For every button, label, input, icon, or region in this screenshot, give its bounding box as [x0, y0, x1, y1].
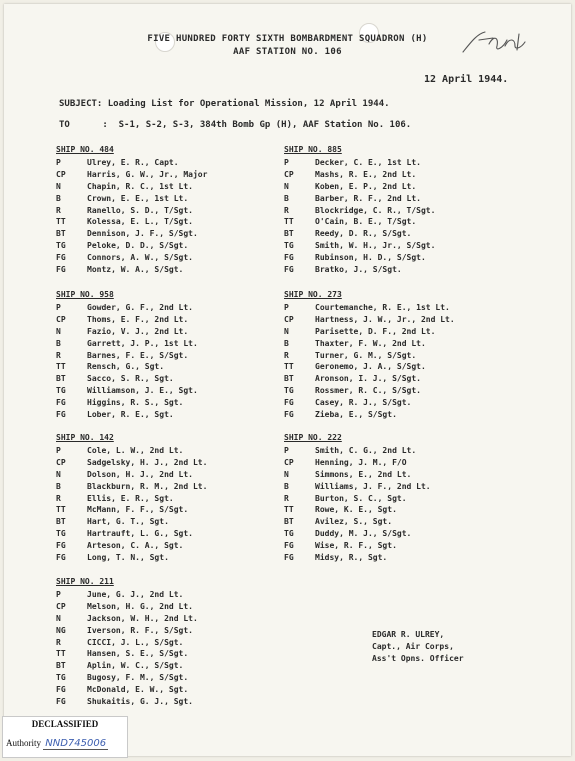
crew-row: [284, 373, 455, 385]
crew-name: Aronson, I. J., S/Sgt.: [315, 374, 421, 384]
crew-position: FG: [56, 253, 66, 263]
crew-position: BT: [284, 517, 294, 527]
crew-position: TT: [56, 217, 66, 227]
crew-row: [56, 216, 207, 228]
ship-block-222: [284, 432, 431, 564]
crew-position: FG: [56, 685, 66, 695]
crew-position: CP: [56, 314, 66, 324]
crew-name: Bratko, J., S/Sgt.: [315, 265, 402, 275]
crew-position: P: [284, 445, 289, 455]
crew-row: [284, 169, 435, 181]
crew-name: Barber, R. F., 2nd Lt.: [315, 193, 421, 203]
crew-position: R: [284, 205, 289, 215]
crew-row: [284, 216, 435, 228]
crew-row: [284, 397, 455, 409]
crew-row: [284, 228, 435, 240]
crew-name: Rossmer, R. C., S/Sgt.: [315, 386, 421, 396]
crew-name: Parisette, D. F., 2nd Lt.: [315, 326, 436, 336]
ship-title: SHIP NO. 484: [56, 145, 114, 154]
crew-position: R: [284, 350, 289, 360]
crew-row: [284, 157, 435, 169]
crew-position: CP: [56, 169, 66, 179]
crew-row: [56, 481, 207, 493]
ship-block-142: [56, 432, 207, 564]
crew-position: FG: [56, 265, 66, 275]
crew-row: [284, 516, 431, 528]
crew-row: [284, 385, 455, 397]
crew-row: [56, 264, 207, 276]
station-heading: AAF STATION NO. 106: [233, 47, 342, 57]
crew-list: [56, 589, 198, 708]
crew-name: Ranello, S. D., T/Sgt.: [87, 205, 193, 215]
crew-row: [284, 361, 455, 373]
crew-name: Thaxter, F. W., 2nd Lt.: [315, 338, 426, 348]
document-page: [4, 4, 571, 756]
crew-position: CP: [284, 314, 294, 324]
crew-position: N: [56, 613, 61, 623]
crew-name: Aplin, W. C., S/Sgt.: [87, 661, 184, 671]
crew-name: Sadgelsky, H. J., 2nd Lt.: [87, 457, 208, 467]
crew-name: Rensch, G., Sgt.: [87, 362, 165, 372]
crew-name: Burton, S. C., Sgt.: [315, 493, 407, 503]
crew-name: Smith, W. H., Jr., S/Sgt.: [315, 241, 436, 251]
crew-name: Duddy, M. J., S/Sgt.: [315, 529, 412, 539]
crew-position: FG: [284, 265, 294, 275]
crew-name: McMann, F. F., S/Sgt.: [87, 505, 189, 515]
crew-position: FG: [56, 697, 66, 707]
crew-name: Koben, E. P., 2nd Lt.: [315, 181, 417, 191]
crew-position: CP: [56, 601, 66, 611]
crew-name: Ellis, E. R., Sgt.: [87, 493, 174, 503]
crew-row: [284, 445, 431, 457]
crew-list: [56, 445, 207, 564]
crew-row: [56, 469, 207, 481]
crew-position: BT: [56, 229, 66, 239]
crew-position: BT: [56, 661, 66, 671]
crew-row: [56, 457, 207, 469]
crew-name: Ulrey, E. R., Capt.: [87, 157, 179, 167]
crew-row: [56, 409, 198, 421]
crew-row: [56, 314, 198, 326]
crew-name: Lober, R. E., Sgt.: [87, 410, 174, 420]
crew-row: [56, 696, 198, 708]
crew-name: Williams, J. F., 2nd Lt.: [315, 481, 431, 491]
crew-name: Long, T. N., Sgt.: [87, 553, 169, 563]
ship-title: SHIP NO. 211: [56, 577, 114, 586]
crew-row: [56, 648, 198, 660]
crew-position: R: [56, 493, 61, 503]
crew-row: [284, 181, 435, 193]
crew-position: B: [284, 481, 289, 491]
crew-name: Simmons, E., 2nd Lt.: [315, 469, 412, 479]
signature-title: Ass't Opns. Officer: [372, 654, 464, 663]
crew-row: [284, 457, 431, 469]
crew-name: Reedy, D. R., S/Sgt.: [315, 229, 412, 239]
subject-line: SUBJECT: Loading List for Operational Mission, 12 April 1944.: [59, 99, 390, 109]
crew-row: [56, 552, 207, 564]
crew-name: Hartrauft, L. G., Sgt.: [87, 529, 193, 539]
crew-name: Courtemanche, R. E., 1st Lt.: [315, 302, 450, 312]
crew-row: [56, 169, 207, 181]
crew-row: [56, 361, 198, 373]
crew-position: N: [284, 181, 289, 191]
crew-position: B: [56, 338, 61, 348]
crew-position: NG: [56, 625, 66, 635]
crew-list: [284, 445, 431, 564]
ship-block-484: [56, 144, 207, 276]
crew-position: TT: [284, 505, 294, 515]
ship-title: SHIP NO. 142: [56, 433, 114, 442]
crew-name: Kolessa, E. L., T/Sgt.: [87, 217, 193, 227]
crew-position: TT: [56, 505, 66, 515]
crew-name: Sacco, S. R., Sgt.: [87, 374, 174, 384]
crew-name: Crown, E. E., 1st Lt.: [87, 193, 189, 203]
crew-row: [56, 672, 198, 684]
document-date: 12 April 1944.: [424, 74, 509, 85]
crew-row: [284, 552, 431, 564]
crew-row: [284, 528, 431, 540]
crew-name: Wise, R. F., Sgt.: [315, 541, 397, 551]
crew-list: [56, 157, 207, 276]
crew-row: [284, 302, 455, 314]
ship-title: SHIP NO. 885: [284, 145, 342, 154]
crew-row: [284, 493, 431, 505]
crew-name: Garrett, J. P., 1st Lt.: [87, 338, 198, 348]
crew-row: [56, 205, 207, 217]
crew-name: Dolson, H. J., 2nd Lt.: [87, 469, 193, 479]
crew-row: [284, 409, 455, 421]
crew-row: [56, 613, 198, 625]
signature-block: [372, 629, 464, 665]
crew-position: R: [56, 350, 61, 360]
signature-name: EDGAR R. ULREY,: [372, 630, 445, 639]
crew-position: P: [56, 589, 61, 599]
crew-name: Gowder, G. F., 2nd Lt.: [87, 302, 193, 312]
crew-position: TG: [56, 529, 66, 539]
crew-name: Shukaitis, G. J., Sgt.: [87, 697, 193, 707]
crew-position: R: [56, 637, 61, 647]
crew-row: [56, 252, 207, 264]
crew-name: Turner, G. M., S/Sgt.: [315, 350, 417, 360]
ship-block-958: [56, 289, 198, 421]
crew-row: [56, 326, 198, 338]
crew-position: TG: [56, 241, 66, 251]
crew-name: Cole, L. W., 2nd Lt.: [87, 445, 184, 455]
crew-position: FG: [284, 398, 294, 408]
crew-row: [56, 625, 198, 637]
crew-position: N: [284, 469, 289, 479]
crew-position: TG: [284, 241, 294, 251]
stamp-authority-label: Authority: [6, 738, 41, 748]
crew-row: [56, 540, 207, 552]
crew-row: [56, 157, 207, 169]
crew-name: Mashs, R. E., 2nd Lt.: [315, 169, 417, 179]
crew-name: Hartness, J. W., Jr., 2nd Lt.: [315, 314, 455, 324]
ship-title: SHIP NO. 222: [284, 433, 342, 442]
crew-position: TT: [56, 362, 66, 372]
crew-row: [56, 302, 198, 314]
crew-position: P: [56, 157, 61, 167]
crew-row: [56, 385, 198, 397]
crew-name: Arteson, C. A., Sgt.: [87, 541, 184, 551]
crew-position: FG: [56, 398, 66, 408]
crew-row: [56, 528, 207, 540]
ship-title: SHIP NO. 273: [284, 290, 342, 299]
crew-list: [284, 302, 455, 421]
crew-position: N: [284, 326, 289, 336]
crew-position: FG: [284, 410, 294, 420]
crew-row: [56, 373, 198, 385]
crew-name: Hansen, S. E., S/Sgt.: [87, 649, 189, 659]
crew-position: TG: [284, 529, 294, 539]
crew-name: Rowe, K. E., Sgt.: [315, 505, 397, 515]
crew-name: Barnes, F. E., S/Sgt.: [87, 350, 189, 360]
crew-name: Decker, C. E., 1st Lt.: [315, 157, 421, 167]
crew-name: Dennison, J. F., S/Sgt.: [87, 229, 198, 239]
crew-position: N: [56, 469, 61, 479]
signature-rank: Capt., Air Corps,: [372, 642, 454, 651]
ship-block-211: [56, 576, 198, 708]
crew-row: [284, 252, 435, 264]
crew-list: [56, 302, 198, 421]
crew-name: Bugosy, F. M., S/Sgt.: [87, 673, 189, 683]
crew-name: Blackburn, R. M., 2nd Lt.: [87, 481, 208, 491]
crew-name: Iverson, R. F., S/Sgt.: [87, 625, 193, 635]
crew-name: June, G. J., 2nd Lt.: [87, 589, 184, 599]
crew-row: [56, 589, 198, 601]
stamp-authority-line: [6, 738, 108, 749]
crew-row: [56, 397, 198, 409]
crew-name: Peloke, D. D., S/Sgt.: [87, 241, 189, 251]
crew-row: [56, 338, 198, 350]
stamp-authority-value: NND745006: [45, 738, 107, 749]
crew-position: BT: [284, 229, 294, 239]
crew-row: [284, 193, 435, 205]
crew-position: TT: [284, 362, 294, 372]
crew-row: [284, 314, 455, 326]
crew-name: O'Cain, B. E., T/Sgt.: [315, 217, 417, 227]
crew-position: TT: [56, 649, 66, 659]
crew-name: CICCI, J. L., S/Sgt.: [87, 637, 184, 647]
crew-row: [56, 493, 207, 505]
crew-row: [284, 469, 431, 481]
ship-block-273: [284, 289, 455, 421]
crew-position: TT: [284, 217, 294, 227]
crew-position: R: [284, 493, 289, 503]
crew-position: FG: [56, 410, 66, 420]
crew-position: B: [284, 193, 289, 203]
crew-position: TG: [284, 386, 294, 396]
crew-row: [56, 684, 198, 696]
crew-name: Geronemo, J. A., S/Sgt.: [315, 362, 426, 372]
crew-row: [56, 181, 207, 193]
crew-position: P: [56, 302, 61, 312]
declassified-stamp: [2, 716, 128, 758]
crew-name: Chapin, R. C., 1st Lt.: [87, 181, 193, 191]
crew-row: [56, 601, 198, 613]
crew-name: Connors, A. W., S/Sgt.: [87, 253, 193, 263]
crew-name: Montz, W. A., S/Sgt.: [87, 265, 184, 275]
crew-list: [284, 157, 435, 276]
crew-row: [284, 264, 435, 276]
crew-position: B: [284, 338, 289, 348]
crew-name: McDonald, E. W., Sgt.: [87, 685, 189, 695]
crew-row: [284, 338, 455, 350]
crew-position: BT: [56, 517, 66, 527]
crew-position: FG: [284, 553, 294, 563]
ship-block-885: [284, 144, 435, 276]
crew-name: Avilez, S., Sgt.: [315, 517, 393, 527]
stamp-title: DECLASSIFIED: [31, 719, 99, 729]
crew-position: FG: [284, 253, 294, 263]
handwritten-mark: [459, 26, 539, 60]
crew-position: TG: [56, 386, 66, 396]
crew-position: N: [56, 181, 61, 191]
crew-position: FG: [56, 541, 66, 551]
crew-row: [284, 326, 455, 338]
crew-name: Blockridge, C. R., T/Sgt.: [315, 205, 436, 215]
crew-row: [56, 660, 198, 672]
crew-name: Smith, C. G., 2nd Lt.: [315, 445, 417, 455]
crew-name: Zieba, E., S/Sgt.: [315, 410, 397, 420]
crew-name: Fazio, V. J., 2nd Lt.: [87, 326, 189, 336]
crew-position: TG: [56, 673, 66, 683]
crew-row: [56, 637, 198, 649]
crew-row: [56, 193, 207, 205]
crew-name: Jackson, W. H., 2nd Lt.: [87, 613, 198, 623]
crew-row: [56, 504, 207, 516]
crew-position: R: [56, 205, 61, 215]
crew-row: [284, 504, 431, 516]
crew-row: [284, 240, 435, 252]
crew-name: Melson, H. G., 2nd Lt.: [87, 601, 193, 611]
crew-position: FG: [284, 541, 294, 551]
crew-name: Higgins, R. S., Sgt.: [87, 398, 184, 408]
crew-row: [56, 350, 198, 362]
crew-position: P: [284, 302, 289, 312]
crew-position: N: [56, 326, 61, 336]
crew-name: Williamson, J. E., Sgt.: [87, 386, 198, 396]
crew-position: B: [56, 481, 61, 491]
crew-name: Thoms, E. F., 2nd Lt.: [87, 314, 189, 324]
to-line: TO : S-1, S-2, S-3, 384th Bomb Gp (H), AAF Station No. 106.: [59, 120, 412, 130]
crew-position: B: [56, 193, 61, 203]
crew-row: [56, 228, 207, 240]
crew-row: [284, 481, 431, 493]
crew-position: BT: [56, 374, 66, 384]
crew-position: P: [56, 445, 61, 455]
squadron-heading: FIVE HUNDRED FORTY SIXTH BOMBARDMENT SQUADRON (H): [147, 34, 428, 44]
crew-name: Harris, G. W., Jr., Major: [87, 169, 208, 179]
crew-position: FG: [56, 553, 66, 563]
crew-name: Midsy, R., Sgt.: [315, 553, 388, 563]
crew-position: CP: [56, 457, 66, 467]
crew-name: Henning, J. M., F/O: [315, 457, 407, 467]
crew-name: Casey, R. J., S/Sgt.: [315, 398, 412, 408]
crew-row: [284, 350, 455, 362]
crew-position: CP: [284, 457, 294, 467]
crew-row: [284, 540, 431, 552]
crew-row: [56, 445, 207, 457]
crew-row: [56, 516, 207, 528]
crew-row: [56, 240, 207, 252]
ship-title: SHIP NO. 958: [56, 290, 114, 299]
crew-position: CP: [284, 169, 294, 179]
crew-position: BT: [284, 374, 294, 384]
crew-name: Hart, G. T., Sgt.: [87, 517, 169, 527]
crew-row: [284, 205, 435, 217]
crew-name: Rubinson, H. D., S/Sgt.: [315, 253, 426, 263]
crew-position: P: [284, 157, 289, 167]
